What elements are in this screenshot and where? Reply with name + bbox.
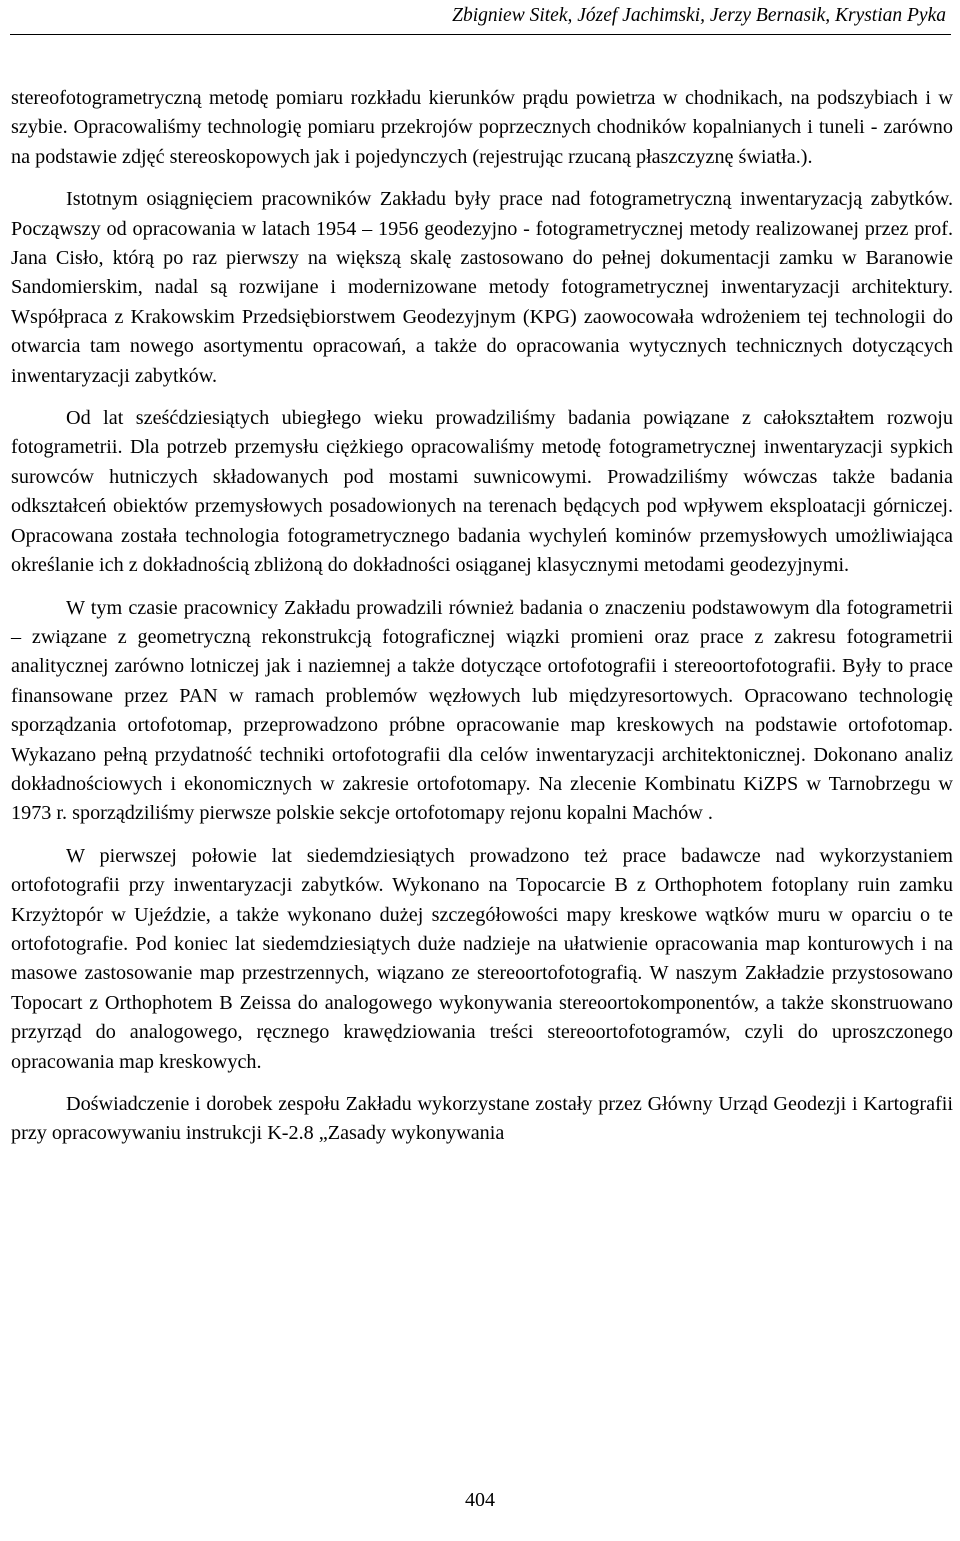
paragraph-monument-inventory: Istotnym osiągnięciem pracowników Zakładu były prace nad fotogrametryczną inwentaryzacją zabytków. Począwszy od opracowania w latach 1954 – 1956 geodezyjno - fotogrametrycznej metody realizowanej przez prof. Jana Cisło, którą po raz pierwszy na większą skalę zastosowano do pełnej dokumentacji zamku w Baranowie Sandomierskim, nadal są rozwijane i modernizowane metody fotogrametrycznej inwentaryzacji architektury. Współpraca z Krakowskim Przedsiębiorstwem Geodezyjnym (KPG) zaowocowała wdrożeniem tej technologii do otwarcia tam nowego asortymentu opracowań, a także do opracowania wytycznych technicznych dotyczących inwentaryzacji zabytków. <box>11 188 953 387</box>
header-divider <box>10 34 951 35</box>
paragraph-continuation: stereofotogrametryczną metodę pomiaru rozkładu kierunków prądu powietrza w chodnikach, na podszybiach i w szybie. Opracowaliśmy technologię pomiaru przekrojów poprzecznych chodników kopalnianych i tuneli - zarówno na podstawie zdjęć stereoskopowych jak i pojedynczych (rejestrując rzucaną płaszczyznę światła.). <box>11 87 953 168</box>
paragraph-industrial-research: Od lat sześćdziesiątych ubiegłego wieku prowadziliśmy badania powiązane z całokształtem rozwoju fotogrametrii. Dla potrzeb przemysłu ciężkiego opracowaliśmy metodę fotogrametrycznej inwentaryzacji sypkich surowców hutniczych składowanych pod mostami suwnicowymi. Prowadziliśmy wówczas także badania odkształceń obiektów przemysłowych posadowionych na terenach będących pod wpływem eksploatacji górniczej. Opracowana została technologia fotogrametrycznego badania wychyleń kominów przemysłowych umożliwiająca określanie ich z dokładnością zbliżoną do dokładności osiąganej klasycznymi metodami geodezyjnymi. <box>11 407 953 577</box>
page-number: 404 <box>465 1489 495 1511</box>
paragraph-orthophoto-research: W tym czasie pracownicy Zakładu prowadzili również badania o znaczeniu podstawowym dla fotogrametrii – związane z geometryczną rekonstrukcją fotograficznej wiązki promieni oraz prace z zakresu fotogrametrii analitycznej zarówno lotniczej jak i naziemnej a także dotyczące ortofotografii i stereoortofotografii. Były to prace finansowane przez PAN w ramach problemów węzłowych lub międzyresortowych. Opracowano technologię sporządzania ortofotomap, przeprowadzono próbne opracowanie map kreskowych na podstawie ortofotomap. Wykazano pełną przydatność techniki ortofotografii dla celów inwentaryzacji architektonicznej. Dokonano analiz dokładnościowych i ekonomicznych w zakresie ortofotomapy. Na zlecenie Kombinatu KiZPS w Tarnobrzegu w 1973 r. sporządziliśmy pierwsze polskie sekcje ortofotomapy rejonu kopalni Machów . <box>11 596 953 825</box>
paragraph-gugik-instructions: Doświadczenie i dorobek zespołu Zakładu wykorzystane zostały przez Główny Urząd Geodezji i Kartografii przy opracowywaniu instrukcji K-2.8 „Zasady wykonywania <box>11 1093 953 1145</box>
page-header <box>0 0 960 40</box>
header-authors: Zbigniew Sitek, Józef Jachimski, Jerzy Bernasik, Krystian Pyka <box>452 5 946 26</box>
paragraph-stereoorthophoto: W pierwszej połowie lat siedemdziesiątych prowadzono też prace badawcze nad wykorzystaniem ortofotografii przy inwentaryzacji zabytków. Wykonano na Topocarcie B z Orthophotem fotoplany ruin zamku Krzyżtopór w Ujeździe, a także wykonano dużej szczegółowości mapy kreskowe wątków muru w oparciu o te ortofotografie. Pod koniec lat siedemdziesiątych duże nadzieje na ułatwienie opracowania map konturowych i na masowe zastosowanie map przestrzennych, wiązano ze stereoortofotografią. W naszym Zakładzie przystosowano Topocart z Orthophotem B Zeissa do analogowego wykonywania stereoortokomponentów, a także skonstruowano przyrząd do analogowego, ręcznego krawędziowania treści stereoortofotogramów, czyli do uproszczonego opracowania map kreskowych. <box>11 844 953 1073</box>
body-text <box>11 84 953 1162</box>
